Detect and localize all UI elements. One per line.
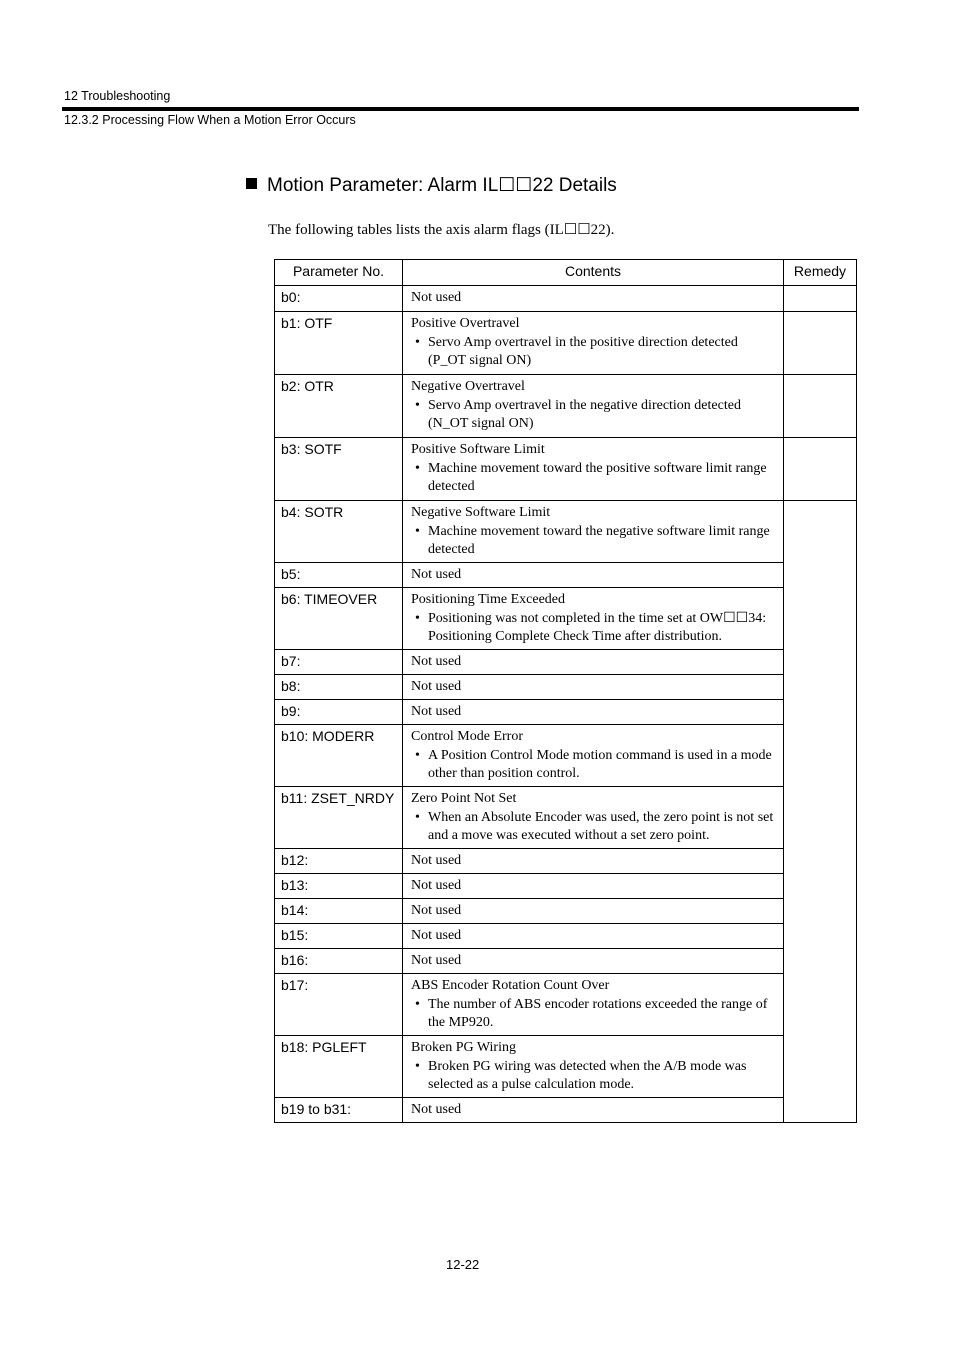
param-cell: b10: MODERR	[275, 725, 403, 787]
contents-bullet: • Positioning was not completed in the time set at OW☐☐34: Positioning Complete Check Time after distribution.	[415, 610, 777, 645]
table-row	[275, 375, 857, 438]
contents-title: Not used	[411, 878, 462, 893]
table-row	[275, 700, 857, 725]
contents-bullet: • Machine movement toward the negative software limit range detected	[415, 523, 777, 558]
table-row	[275, 438, 857, 501]
contents-bullet: • Broken PG wiring was detected when the A/B mode was selected as a pulse calculation mode.	[415, 1058, 777, 1093]
contents-title: Positioning Time Exceeded	[411, 592, 565, 607]
running-header-section: 12.3.2 Processing Flow When a Motion Error Occurs	[64, 113, 356, 127]
contents-title: Not used	[411, 853, 462, 868]
contents-title: Not used	[411, 704, 462, 719]
param-cell: b4: SOTR	[275, 501, 403, 563]
contents-title: Not used	[411, 903, 462, 918]
param-cell: b13:	[275, 874, 403, 899]
contents-title: Not used	[411, 290, 462, 305]
contents-cell	[403, 1036, 784, 1098]
remedy-cell-merged	[784, 501, 857, 1123]
contents-title: ABS Encoder Rotation Count Over	[411, 978, 610, 993]
column-header: Parameter No.	[275, 260, 403, 286]
contents-cell	[403, 874, 784, 899]
contents-title: Negative Overtravel	[411, 379, 525, 394]
contents-cell	[403, 501, 784, 563]
contents-cell	[403, 650, 784, 675]
table-row	[275, 849, 857, 874]
contents-cell	[403, 438, 784, 501]
param-cell: b15:	[275, 924, 403, 949]
contents-bullet: • Servo Amp overtravel in the positive direction detected (P_OT signal ON)	[415, 334, 777, 369]
header-rule	[62, 107, 859, 111]
table-header-row	[275, 260, 857, 286]
contents-cell	[403, 312, 784, 375]
param-cell: b18: PGLEFT	[275, 1036, 403, 1098]
contents-title: Not used	[411, 928, 462, 943]
contents-cell	[403, 787, 784, 849]
contents-cell	[403, 899, 784, 924]
remedy-cell	[784, 286, 857, 312]
contents-cell	[403, 949, 784, 974]
table-row	[275, 650, 857, 675]
contents-title: Not used	[411, 1102, 462, 1117]
contents-title: Not used	[411, 654, 462, 669]
running-header-chapter: 12 Troubleshooting	[64, 89, 171, 103]
contents-title: Zero Point Not Set	[411, 791, 517, 806]
param-cell: b7:	[275, 650, 403, 675]
intro-paragraph: The following tables lists the axis alarm flags (IL☐☐22).	[268, 222, 615, 238]
contents-cell	[403, 588, 784, 650]
param-cell: b11: ZSET_NRDY	[275, 787, 403, 849]
param-cell: b1: OTF	[275, 312, 403, 375]
contents-bullet: • Servo Amp overtravel in the negative direction detected (N_OT signal ON)	[415, 397, 777, 432]
contents-bullet: • When an Absolute Encoder was used, the zero point is not set and a move was executed without a set zero point.	[415, 809, 777, 844]
column-header: Remedy	[784, 260, 857, 286]
contents-cell	[403, 974, 784, 1036]
contents-title: Positive Overtravel	[411, 316, 520, 331]
contents-cell	[403, 700, 784, 725]
param-cell: b14:	[275, 899, 403, 924]
table-row	[275, 312, 857, 375]
contents-title: Positive Software Limit	[411, 442, 545, 457]
contents-title: Control Mode Error	[411, 729, 523, 744]
param-cell: b9:	[275, 700, 403, 725]
section-heading	[246, 174, 617, 197]
table-row	[275, 924, 857, 949]
param-cell: b3: SOTF	[275, 438, 403, 501]
contents-title: Not used	[411, 679, 462, 694]
contents-title: Broken PG Wiring	[411, 1040, 516, 1055]
table-row	[275, 974, 857, 1036]
param-cell: b16:	[275, 949, 403, 974]
contents-bullet: • A Position Control Mode motion command is used in a mode other than position control.	[415, 747, 777, 782]
table-row	[275, 675, 857, 700]
page-number: 12-22	[446, 1257, 480, 1272]
alarm-flags-table	[274, 259, 857, 1123]
param-cell: b8:	[275, 675, 403, 700]
table-row	[275, 874, 857, 899]
table-row	[275, 1098, 857, 1123]
table-row	[275, 787, 857, 849]
param-cell: b0:	[275, 286, 403, 312]
table-row	[275, 286, 857, 312]
square-bullet-icon	[246, 178, 257, 189]
table-row	[275, 501, 857, 563]
param-cell: b5:	[275, 563, 403, 588]
param-cell: b12:	[275, 849, 403, 874]
contents-cell	[403, 1098, 784, 1123]
contents-title: Negative Software Limit	[411, 505, 551, 520]
table-row	[275, 949, 857, 974]
contents-cell	[403, 924, 784, 949]
contents-title: Not used	[411, 567, 462, 582]
table-row	[275, 588, 857, 650]
remedy-cell	[784, 438, 857, 501]
param-cell: b2: OTR	[275, 375, 403, 438]
contents-cell	[403, 375, 784, 438]
param-cell: b19 to b31:	[275, 1098, 403, 1123]
table-row	[275, 725, 857, 787]
contents-cell	[403, 563, 784, 588]
column-header: Contents	[403, 260, 784, 286]
contents-cell	[403, 725, 784, 787]
contents-bullet: • The number of ABS encoder rotations exceeded the range of the MP920.	[415, 996, 777, 1031]
param-cell: b17:	[275, 974, 403, 1036]
section-heading-text: Motion Parameter: Alarm IL☐☐22 Details	[267, 175, 617, 196]
remedy-cell	[784, 312, 857, 375]
contents-title: Not used	[411, 953, 462, 968]
contents-cell	[403, 849, 784, 874]
table-row	[275, 1036, 857, 1098]
table-row	[275, 563, 857, 588]
contents-cell	[403, 675, 784, 700]
table-row	[275, 899, 857, 924]
param-cell: b6: TIMEOVER	[275, 588, 403, 650]
contents-bullet: • Machine movement toward the positive software limit range detected	[415, 460, 777, 495]
remedy-cell	[784, 375, 857, 438]
contents-cell	[403, 286, 784, 312]
